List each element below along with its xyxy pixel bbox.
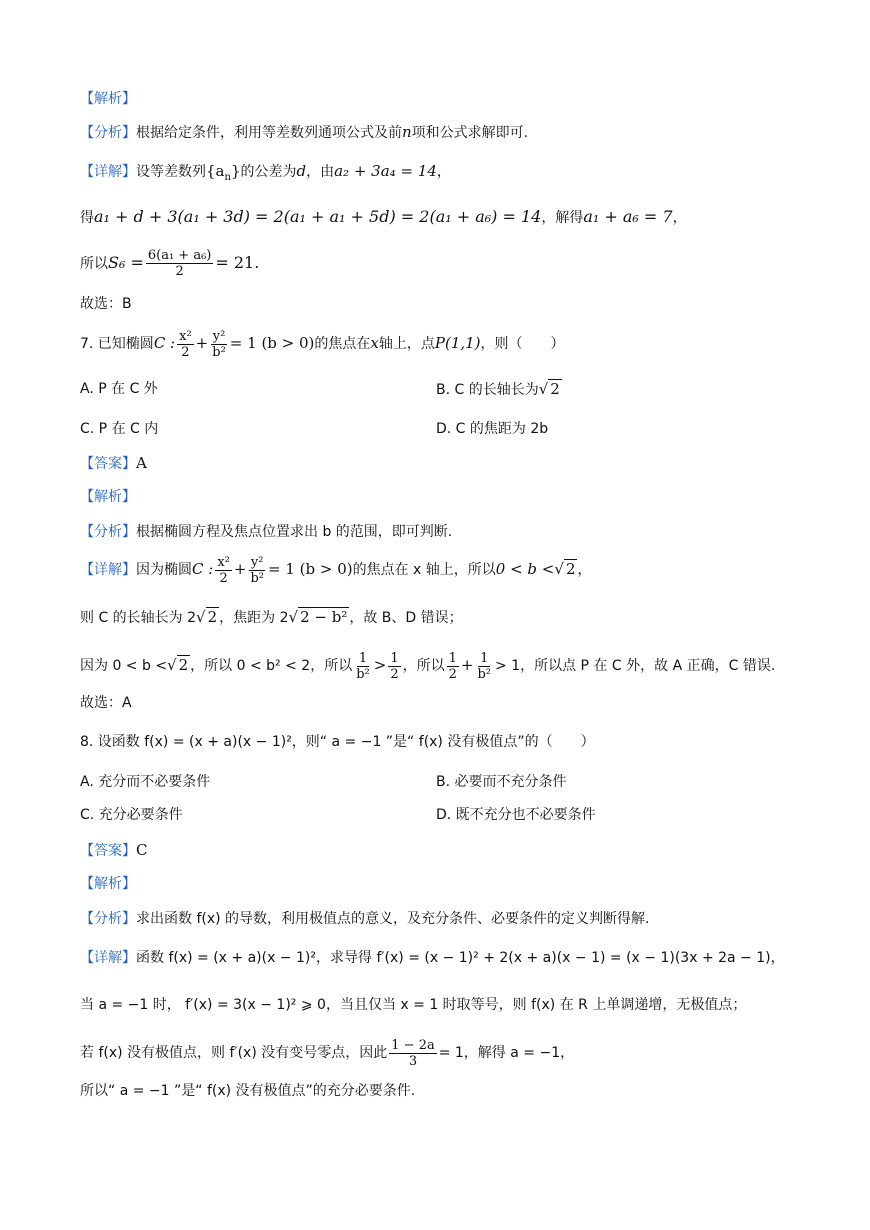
p6-l3-res: = 21. [215, 253, 260, 272]
q7-option-c[interactable]: C. P 在 C 内 [80, 421, 159, 437]
q7-stem-mid: 的焦点在 [314, 336, 371, 352]
q7-xiangjie-3: 因为 0 < b <√ 2 ，所以 0 < b² < 2，所以 $\frac{1}{\text{b²}}$ > $\frac{1}{2}$ ，所以 $\frac{1}{2}$ + $\frac{1}{\text{b²}}$ > 1，所以点 P 在 C 外，故 A 正确，C 错误. [80, 650, 776, 682]
q7-option-b[interactable]: B. C 的长轴长为√ 2 [436, 380, 560, 398]
p6-l3-s: S₆ = [108, 253, 144, 272]
q7-answer: 【答案】A [80, 454, 147, 472]
p6-l2-pre: 得 [80, 210, 94, 226]
q7-xiangjie-1: 【详解】因为椭圆C : $\frac{\text{x²}}{2}$ + $\frac{\text{y²}}{\text{b²}}$ = 1 (b > 0)的焦点在 x 轴上，所以0 < b <√ 2 ， [80, 554, 592, 586]
p6-fenxi-n: n [402, 123, 412, 141]
p6-fenxi [80, 121, 528, 144]
p6-xiangjie-1 [80, 160, 451, 189]
xiangjie-tag: 【详解】 [80, 164, 136, 180]
q7-y-frac: $\frac{\text{y²}}{\text{b²}}$ [212, 328, 226, 360]
q8-xiangjie-2: 当 a = −1 时， f′(x) = 3(x − 1)² ⩾ 0，当且仅当 x = 1 时取等号，则 f(x) 在 R 上单调递增，无极值点； [80, 997, 747, 1013]
p6-choice: 故选：B [80, 296, 132, 312]
p6-xj-d: d [296, 162, 307, 180]
q7-fenxi: 【分析】根据椭圆方程及焦点位置求出 b 的范围，即可判断. [80, 524, 453, 540]
p6-xj-eq: a₂ + 3a₄ = 14 [334, 162, 437, 180]
p6-xiangjie-3 [80, 245, 259, 282]
q7-stem-mid2: 轴上，点 [378, 336, 435, 352]
q8-option-c[interactable]: C. 充分必要条件 [80, 807, 183, 823]
p6-l3-fraction: $\frac{\text{6(a₁ + a₆)}}{2}$ [147, 248, 212, 279]
q8-option-a[interactable]: A. 充分而不必要条件 [80, 774, 211, 790]
p6-xj-seq: $\{a_n\}$ [206, 162, 241, 183]
q7-option-d[interactable]: D. C 的焦距为 2b [436, 421, 549, 437]
p6-l2-eq: a₁ + d + 3(a₁ + 3d) = 2(a₁ + a₁ + 5d) = 2(a₁ + a₆) = 14 [94, 207, 542, 226]
q8-fraction: $\frac{1 - 2a}{3}$ [391, 1037, 435, 1069]
p6-xj-text1: 设等差数列 [136, 164, 206, 180]
p6-xj-text3: ，由 [306, 164, 335, 180]
p6-xj-text4: ， [436, 164, 451, 180]
q8-fenxi: 【分析】求出函数 f(x) 的导数，利用极值点的意义，及充分条件、必要条件的定义判断得解. [80, 911, 650, 927]
p6-xiangjie-2 [80, 206, 687, 229]
q7-stem-x: x [370, 334, 379, 352]
q7-xiangjie-2: 则 C 的长轴长为 2√ 2 ，焦距为 2√ 2 − b² ，故 B、D 错误； [80, 608, 463, 626]
q7-jiexi-heading: 【解析】 [80, 489, 136, 505]
p6-l2-mid: ，解得 [541, 210, 584, 226]
q7-option-a[interactable]: A. P 在 C 外 [80, 381, 158, 397]
q7-stem-eq: = 1 (b > 0) [229, 334, 315, 352]
q7-stem-c: C : [153, 334, 176, 352]
q8-jiexi-heading: 【解析】 [80, 876, 136, 892]
p6-fenxi-tail: 项和公式求解即可. [411, 125, 529, 141]
p6-fenxi-text: 根据给定条件，利用等差数列通项公式及前 [136, 125, 402, 141]
q8-xiangjie-3: 若 f(x) 没有极值点，则 f′(x) 没有变号零点，因此 $\frac{1 - 2a}{3}$ = 1，解得 a = −1， [80, 1037, 575, 1069]
p6-xj-text2: 的公差为 [240, 164, 297, 180]
q7-stem-end: ，则（ ） [480, 336, 565, 352]
p6-l2-res: a₁ + a₆ = 7 [583, 207, 673, 226]
q7-stem-pre: 7. 已知椭圆 [80, 336, 154, 352]
q7-stem [80, 327, 565, 360]
q7-x-frac: $\frac{\text{x²}}{2}$ [179, 328, 192, 360]
fenxi-tag: 【分析】 [80, 125, 136, 141]
q8-answer: 【答案】C [80, 841, 148, 859]
q7-stem-p: P(1,1) [434, 334, 481, 352]
q7-plus: + [195, 334, 209, 352]
p6-l2-end: ， [672, 210, 687, 226]
p6-l3-pre: 所以 [80, 256, 108, 272]
q8-option-d[interactable]: D. 既不充分也不必要条件 [436, 807, 596, 823]
q8-stem: 8. 设函数 f(x) = (x + a)(x − 1)²，则“ a = −1 ”是“ f(x) 没有极值点”的（ ） [80, 734, 595, 750]
jiexi-heading: 【解析】 [80, 91, 136, 107]
q8-xiangjie-4: 所以“ a = −1 ”是“ f(x) 没有极值点”的充分必要条件. [80, 1083, 416, 1099]
q8-xiangjie-1: 【详解】函数 f(x) = (x + a)(x − 1)²，求导得 f′(x) = (x − 1)² + 2(x + a)(x − 1) = (x − 1)(3x + 2a − 1)， [80, 950, 785, 966]
q8-option-b[interactable]: B. 必要而不充分条件 [436, 774, 567, 790]
q7-choice: 故选：A [80, 695, 132, 711]
